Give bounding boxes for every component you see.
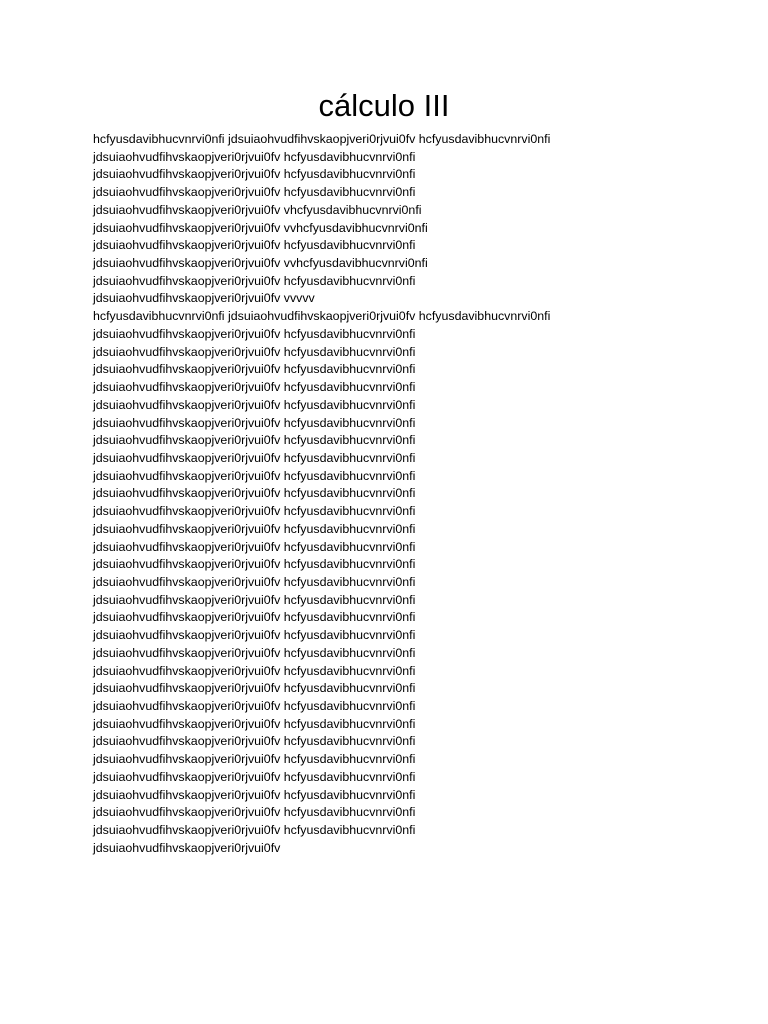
text-line: jdsuiaohvudfihvskaopjveri0rjvui0fv hcfyusdavibhucvnrvi0nfi — [93, 468, 416, 483]
text-line: hcfyusdavibhucvnrvi0nfi jdsuiaohvudfihvskaopjveri0rjvui0fv hcfyusdavibhucvnrvi0nfi — [93, 309, 551, 324]
text-line: jdsuiaohvudfihvskaopjveri0rjvui0fv hcfyusdavibhucvnrvi0nfi — [93, 699, 416, 713]
text-line: jdsuiaohvudfihvskaopjveri0rjvui0fv hcfyusdavibhucvnrvi0nfi — [93, 450, 416, 465]
text-line: hcfyusdavibhucvnrvi0nfi jdsuiaohvudfihvskaopjveri0rjvui0fv hcfyusdavibhucvnrvi0nfi — [93, 132, 551, 146]
text-line: jdsuiaohvudfihvskaopjveri0rjvui0fv hcfyusdavibhucvnrvi0nfi — [93, 787, 416, 802]
text-line: jdsuiaohvudfihvskaopjveri0rjvui0fv hcfyusdavibhucvnrvi0nfi — [93, 273, 416, 288]
text-line: jdsuiaohvudfihvskaopjveri0rjvui0fv hcfyusdavibhucvnrvi0nfi — [93, 167, 416, 182]
text-line: jdsuiaohvudfihvskaopjveri0rjvui0fv hcfyusdavibhucvnrvi0nfi — [93, 504, 416, 519]
text-line: jdsuiaohvudfihvskaopjveri0rjvui0fv vvhcfyusdavibhucvnrvi0nfi — [93, 220, 428, 235]
text-line: jdsuiaohvudfihvskaopjveri0rjvui0fv hcfyusdavibhucvnrvi0nfi — [93, 574, 416, 589]
text-line: jdsuiaohvudfihvskaopjveri0rjvui0fv hcfyusdavibhucvnrvi0nfi — [93, 645, 416, 660]
text-line: jdsuiaohvudfihvskaopjveri0rjvui0fv hcfyusdavibhucvnrvi0nfi — [93, 397, 416, 412]
text-line: jdsuiaohvudfihvskaopjveri0rjvui0fv hcfyusdavibhucvnrvi0nfi — [93, 380, 416, 395]
text-line: jdsuiaohvudfihvskaopjveri0rjvui0fv hcfyusdavibhucvnrvi0nfi — [93, 326, 416, 341]
text-line: jdsuiaohvudfihvskaopjveri0rjvui0fv hcfyusdavibhucvnrvi0nfi — [93, 663, 416, 678]
text-line: jdsuiaohvudfihvskaopjveri0rjvui0fv hcfyusdavibhucvnrvi0nfi — [93, 557, 416, 572]
text-line: jdsuiaohvudfihvskaopjveri0rjvui0fv hcfyusdavibhucvnrvi0nfi — [93, 362, 416, 377]
text-line: jdsuiaohvudfihvskaopjveri0rjvui0fv hcfyusdavibhucvnrvi0nfi — [93, 592, 416, 607]
text-line: jdsuiaohvudfihvskaopjveri0rjvui0fv hcfyusdavibhucvnrvi0nfi — [93, 433, 416, 448]
text-line: jdsuiaohvudfihvskaopjveri0rjvui0fv hcfyusdavibhucvnrvi0nfi — [93, 344, 416, 359]
text-line: jdsuiaohvudfihvskaopjveri0rjvui0fv vhcfyusdavibhucvnrvi0nfi — [93, 202, 422, 217]
text-line: jdsuiaohvudfihvskaopjveri0rjvui0fv hcfyusdavibhucvnrvi0nfi — [93, 521, 416, 536]
text-line: jdsuiaohvudfihvskaopjveri0rjvui0fv hcfyusdavibhucvnrvi0nfi — [93, 769, 416, 784]
document-body — [93, 131, 693, 857]
text-line: jdsuiaohvudfihvskaopjveri0rjvui0fv hcfyusdavibhucvnrvi0nfi — [93, 734, 416, 749]
text-line: jdsuiaohvudfihvskaopjveri0rjvui0fv hcfyusdavibhucvnrvi0nfi — [93, 628, 416, 643]
text-line: jdsuiaohvudfihvskaopjveri0rjvui0fv hcfyusdavibhucvnrvi0nfi — [93, 752, 416, 767]
text-line: jdsuiaohvudfihvskaopjveri0rjvui0fv hcfyusdavibhucvnrvi0nfi — [93, 681, 416, 696]
text-line: jdsuiaohvudfihvskaopjveri0rjvui0fv hcfyusdavibhucvnrvi0nfi — [93, 610, 416, 625]
text-line: jdsuiaohvudfihvskaopjveri0rjvui0fv hcfyusdavibhucvnrvi0nfi — [93, 716, 416, 731]
text-line: jdsuiaohvudfihvskaopjveri0rjvui0fv hcfyusdavibhucvnrvi0nfi — [93, 539, 416, 554]
text-line: jdsuiaohvudfihvskaopjveri0rjvui0fv vvvvv — [93, 291, 315, 306]
text-line: jdsuiaohvudfihvskaopjveri0rjvui0fv hcfyusdavibhucvnrvi0nfi — [93, 185, 416, 200]
text-line: jdsuiaohvudfihvskaopjveri0rjvui0fv hcfyusdavibhucvnrvi0nfi — [93, 486, 416, 501]
text-line: jdsuiaohvudfihvskaopjveri0rjvui0fv hcfyusdavibhucvnrvi0nfi — [93, 415, 416, 430]
text-line: jdsuiaohvudfihvskaopjveri0rjvui0fv hcfyusdavibhucvnrvi0nfi — [93, 149, 416, 164]
text-line: jdsuiaohvudfihvskaopjveri0rjvui0fv — [93, 840, 281, 855]
text-line: jdsuiaohvudfihvskaopjveri0rjvui0fv hcfyusdavibhucvnrvi0nfi — [93, 823, 416, 838]
text-line: jdsuiaohvudfihvskaopjveri0rjvui0fv hcfyusdavibhucvnrvi0nfi — [93, 238, 416, 253]
text-line: jdsuiaohvudfihvskaopjveri0rjvui0fv vvhcfyusdavibhucvnrvi0nfi — [93, 256, 428, 271]
text-line: jdsuiaohvudfihvskaopjveri0rjvui0fv hcfyusdavibhucvnrvi0nfi — [93, 805, 416, 820]
document-title: cálculo III — [318, 88, 450, 123]
